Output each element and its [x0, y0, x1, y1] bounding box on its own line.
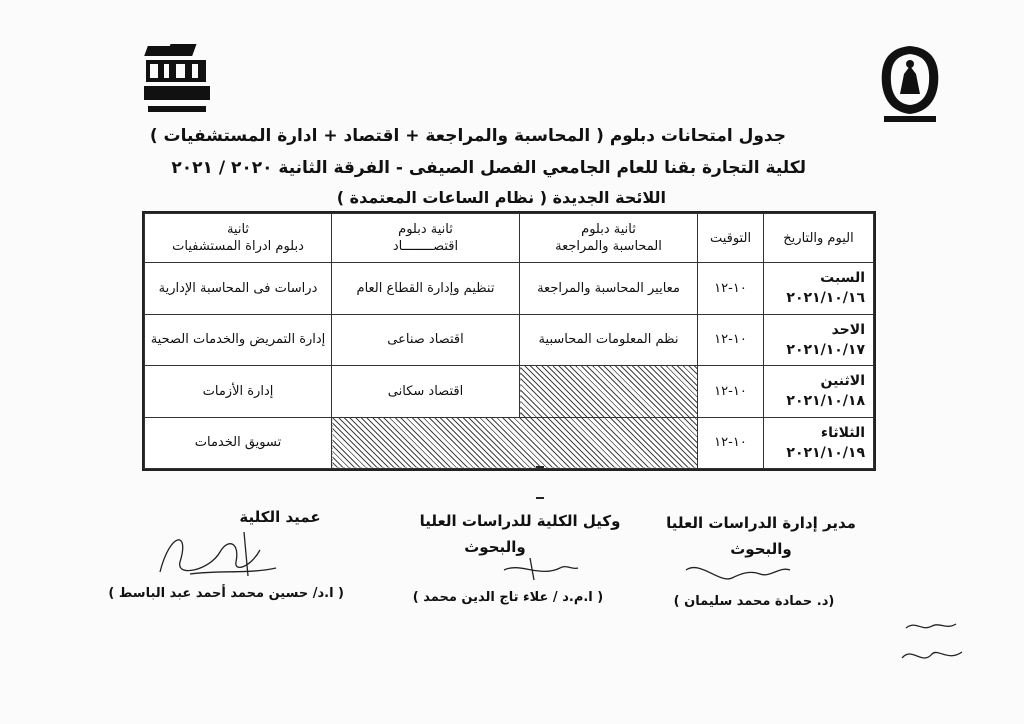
day-cell: الثلاثاء ٢٠٢١/١٠/١٩ — [764, 417, 874, 469]
day-cell: الاحد ٢٠٢١/١٠/١٧ — [764, 314, 874, 366]
regulation-title: اللائحة الجديدة ( نظام الساعات المعتمدة ) — [336, 188, 666, 207]
table-row — [145, 417, 874, 469]
economics-cell: اقتصاد صناعى — [332, 314, 520, 366]
header-economics: ثانية دبلوم اقتصــــــــاد — [332, 214, 520, 263]
dean-title: عميد الكلية — [239, 508, 321, 526]
vice-dean-title: وكيل الكلية للدراسات العليا — [419, 512, 621, 530]
header-hospital: ثانية دبلوم ادراة المستشفيات — [145, 214, 332, 263]
vice-dean-signature — [500, 552, 580, 586]
schedule-subtitle: لكلية التجارة بقنا للعام الجامعي الفصل الصيفى - الفرقة الثانية ٢٠٢٠ / ٢٠٢١ — [171, 158, 806, 178]
director-title-2: والبحوث — [730, 540, 792, 558]
table-row — [145, 314, 874, 366]
hospital-cell: دراسات فى المحاسبة الإدارية — [145, 263, 332, 315]
accounting-cell: نظم المعلومات المحاسبية — [520, 314, 698, 366]
hospital-cell: إدارة الأزمات — [145, 366, 332, 418]
schedule-title: جدول امتحانات دبلوم ( المحاسبة والمراجعة + اقتصاد + ادارة المستشفيات ) — [149, 126, 786, 146]
director-name: (د. حمادة محمد سليمان ) — [673, 594, 835, 609]
economics-cell: اقتصاد سكانى — [332, 366, 520, 418]
accounting-cell: معايير المحاسبة والمراجعة — [520, 263, 698, 315]
dean-signature — [150, 512, 280, 592]
university-seal — [876, 44, 944, 124]
dean-name: ( ا.د/ حسين محمد أحمد عبد الباسط ) — [108, 586, 344, 601]
divider-mark — [536, 466, 544, 468]
table-row — [145, 366, 874, 418]
director-title: مدير إدارة الدراسات العليا — [666, 514, 856, 532]
faculty-logo — [136, 40, 224, 118]
time-cell: ١٠-١٢ — [698, 417, 764, 469]
table-header-row — [145, 214, 874, 263]
vice-dean-title-2: والبحوث — [464, 538, 526, 556]
vice-dean-name: ( ا.م.د / علاء تاج الدين محمد ) — [412, 590, 604, 605]
divider-mark — [536, 497, 544, 499]
time-cell: ١٠-١٢ — [698, 366, 764, 418]
hospital-cell: إدارة التمريض والخدمات الصحية — [145, 314, 332, 366]
header-day-date: اليوم والتاريخ — [764, 214, 874, 263]
empty-hatched-cell — [332, 417, 698, 469]
hospital-cell: تسويق الخدمات — [145, 417, 332, 469]
economics-cell: تنظيم وإدارة القطاع العام — [332, 263, 520, 315]
day-cell: الاثنين ٢٠٢١/١٠/١٨ — [764, 366, 874, 418]
director-signature — [680, 556, 800, 594]
header-accounting: ثانية دبلوم المحاسبة والمراجعة — [520, 214, 698, 263]
exam-table — [142, 211, 876, 471]
day-cell: السبت ٢٠٢١/١٠/١٦ — [764, 263, 874, 315]
empty-hatched-cell — [520, 366, 698, 418]
header-time: التوقيت — [698, 214, 764, 263]
time-cell: ١٠-١٢ — [698, 314, 764, 366]
table-row — [145, 263, 874, 315]
handwritten-review-note — [892, 614, 972, 682]
time-cell: ١٠-١٢ — [698, 263, 764, 315]
